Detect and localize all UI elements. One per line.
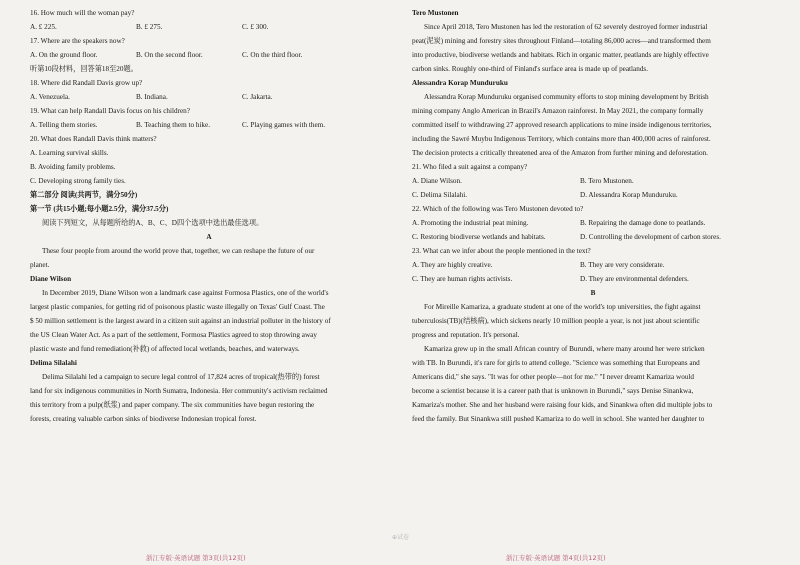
alessandra-heading: Alessandra Korap Munduruku: [412, 79, 508, 87]
option-21-c: C. Delima Silalahi.: [412, 191, 468, 199]
right-page-footer: 浙江专版·英语试题 第4页(共12页): [506, 553, 606, 562]
option-16-c: C. £ 300.: [242, 23, 269, 31]
paragraph-line: feed the family. But Sinankwa still pushed Kamariza to do well in school. She wanted her daughter to: [412, 415, 705, 423]
paragraph-line: into productive, biodiverse wetlands and habitats. Rich in organic matter, peatlands are highly effective: [412, 51, 709, 59]
question-16: 16. How much will the woman pay?: [30, 9, 135, 17]
paragraph-line: forests, creating valuable carbon sinks of biodiverse Indonesian tropical forest.: [30, 415, 257, 423]
left-page-footer: 浙江专版·英语试题 第3页(共12页): [146, 553, 246, 562]
paragraph-line: $ 50 million settlement is the largest award in a citizen suit against an industrial polluter in the history of: [30, 317, 331, 325]
passage-a-label: A: [206, 233, 212, 241]
part-two-heading: 第二部分 阅读(共两节，满分50分): [30, 191, 138, 199]
tero-mustonen-heading: Tero Mustonen: [412, 9, 459, 17]
options-16: [30, 20, 388, 34]
passage-b-label: B: [590, 289, 596, 297]
option-19-c: C. Playing games with them.: [242, 121, 326, 129]
paragraph-line: Kamariza's mother. She and her husband were raising four kids, and Sinankwa often did multiple jobs to: [412, 401, 713, 409]
paragraph-line: tuberculosis(TB)(结核病), which sickens nearly 10 million people a year, is not just about scientific: [412, 317, 700, 325]
question-21: 21. Who filed a suit against a company?: [412, 163, 528, 171]
question-18: 18. Where did Randall Davis grow up?: [30, 79, 143, 87]
options-23-cd: [412, 272, 774, 286]
option-21-a: A. Diane Wilson.: [412, 177, 462, 185]
options-22-cd: [412, 230, 774, 244]
option-21-b: B. Tero Mustonen.: [580, 177, 634, 185]
options-19: [30, 118, 388, 132]
paragraph-line: largest plastic companies, for getting rid of poisonous plastic waste illegally on Texas' Gulf Coast. The: [30, 303, 325, 311]
watermark-stamp: ⊕试卷: [392, 534, 410, 541]
paragraph-line: this territory from a pulp(纸浆) and paper company. The six communities have begun restoring the: [30, 401, 315, 409]
diane-wilson-heading: Diane Wilson: [30, 275, 72, 283]
left-page: [30, 6, 388, 426]
delima-silalahi-heading: Delima Silalahi: [30, 359, 77, 367]
paragraph-line: Americans did," she says. "It was for other people—not for me." "I never dreamt Kamariza would: [412, 373, 694, 381]
question-17: 17. Where are the speakers now?: [30, 37, 125, 45]
options-22-ab: [412, 216, 774, 230]
paragraph-line: carbon sinks. Roughly one-third of Finland's surface area is made up of peatlands.: [412, 65, 649, 73]
paragraph-line: land for six indigenous communities in North Sumatra, Indonesia. Her community's activism reclaimed: [30, 387, 328, 395]
paragraph-line: including the Sawré Muybu Indigenous Territory, which contains more than 400,000 acres of rainforest.: [412, 135, 711, 143]
options-21-cd: [412, 188, 774, 202]
intro-line: These four people from around the world prove that, together, we can reshape the future of our: [42, 247, 315, 255]
option-22-b: B. Repairing the damage done to peatlands.: [580, 219, 706, 227]
paragraph-line: In December 2019, Diane Wilson won a landmark case against Formosa Plastics, one of the world's: [42, 289, 329, 297]
paragraph-line: the US Clean Water Act. As a part of the settlement, Formosa Plastics agreed to stop throwing away: [30, 331, 317, 339]
intro-paragraph: [30, 244, 388, 272]
option-16-a: A. £ 225.: [30, 23, 57, 31]
options-18: [30, 90, 388, 104]
kamariza-paragraph-1: [412, 300, 774, 342]
option-22-a: A. Promoting the industrial peat mining.: [412, 219, 529, 227]
question-20: 20. What does Randall Davis think matters?: [30, 135, 157, 143]
option-20-c: C. Developing strong family ties.: [30, 177, 126, 185]
paragraph-line: with TB. In Burundi, it's rare for girls to attend college. "Science was something that Europeans and: [412, 359, 700, 367]
option-21-d: D. Alessandra Korap Munduruku.: [580, 191, 678, 199]
option-23-c: C. They are human rights activists.: [412, 275, 513, 283]
tero-mustonen-paragraph: [412, 20, 774, 76]
paragraph-line: committed itself to withdrawing 27 approved research applications to mine inside indigenous territories,: [412, 121, 712, 129]
paragraph-line: mining company Anglo American in Brazil's Amazon rainforest. In May 2021, the company formally: [412, 107, 704, 115]
option-18-c: C. Jakarta.: [242, 93, 273, 101]
option-23-d: D. They are environmental defenders.: [580, 275, 689, 283]
paragraph-line: become a scientist because it is a career path that is unknown in Burundi," says Denise Sinankwa,: [412, 387, 694, 395]
paragraph-line: progress and reputation. It's personal.: [412, 331, 520, 339]
option-23-a: A. They are highly creative.: [412, 261, 493, 269]
options-17: [30, 48, 388, 62]
option-18-b: B. Indiana.: [136, 93, 168, 101]
question-19: 19. What can help Randall Davis focus on his children?: [30, 107, 190, 115]
alessandra-paragraph: [412, 90, 774, 160]
option-22-c: C. Restoring biodiverse wetlands and habitats.: [412, 233, 546, 241]
option-20-b: B. Avoiding family problems.: [30, 163, 116, 171]
paragraph-line: peat(泥炭) mining and forestry sites throughout Finland—totaling 86,000 acres—and transformed them: [412, 37, 711, 45]
option-17-c: C. On the third floor.: [242, 51, 303, 59]
option-20-a: A. Learning survival skills.: [30, 149, 109, 157]
option-19-a: A. Telling them stories.: [30, 121, 98, 129]
paragraph-line: For Mireille Kamariza, a graduate student at one of the world's top universities, the fight against: [424, 303, 701, 311]
diane-wilson-paragraph: [30, 286, 388, 356]
delima-silalahi-paragraph: [30, 370, 388, 426]
option-23-b: B. They are very considerate.: [580, 261, 665, 269]
option-22-d: D. Controlling the development of carbon stores.: [580, 233, 721, 241]
reading-instruction: 阅读下列短文，从每题所给的A、B、C、D四个选项中选出最佳选项。: [42, 219, 264, 227]
paragraph-line: Alessandra Korap Munduruku organised community efforts to stop mining development by British: [424, 93, 709, 101]
options-21-ab: [412, 174, 774, 188]
paragraph-line: The decision protects a critically threatened area of the Amazon from further mining and deforestation.: [412, 149, 708, 157]
question-22: 22. Which of the following was Tero Mustonen devoted to?: [412, 205, 584, 213]
right-page: [412, 6, 774, 426]
paragraph-line: Kamariza grew up in the small African country of Burundi, where many around her were stricken: [424, 345, 705, 353]
section-one-heading: 第一节 (共15小题;每小题2.5分，满分37.5分): [30, 205, 169, 213]
option-19-b: B. Teaching them to hike.: [136, 121, 211, 129]
paragraph-line: Since April 2018, Tero Mustonen has led the restoration of 62 severely destroyed former industrial: [424, 23, 708, 31]
paragraph-line: plastic waste and fund remediation(补救) of affected local wetlands, beaches, and waterways.: [30, 345, 300, 353]
option-16-b: B. £ 275.: [136, 23, 163, 31]
options-23-ab: [412, 258, 774, 272]
kamariza-paragraph-2: [412, 342, 774, 426]
option-18-a: A. Venezuela.: [30, 93, 70, 101]
listening-note: 听第10段材料，回答第18至20题。: [30, 65, 138, 73]
option-17-a: A. On the ground floor.: [30, 51, 98, 59]
paragraph-line: Delima Silalahi led a campaign to secure legal control of 17,824 acres of tropical(热带的) forest: [42, 373, 320, 381]
option-17-b: B. On the second floor.: [136, 51, 203, 59]
question-23: 23. What can we infer about the people mentioned in the text?: [412, 247, 591, 255]
intro-line: planet.: [30, 261, 50, 269]
